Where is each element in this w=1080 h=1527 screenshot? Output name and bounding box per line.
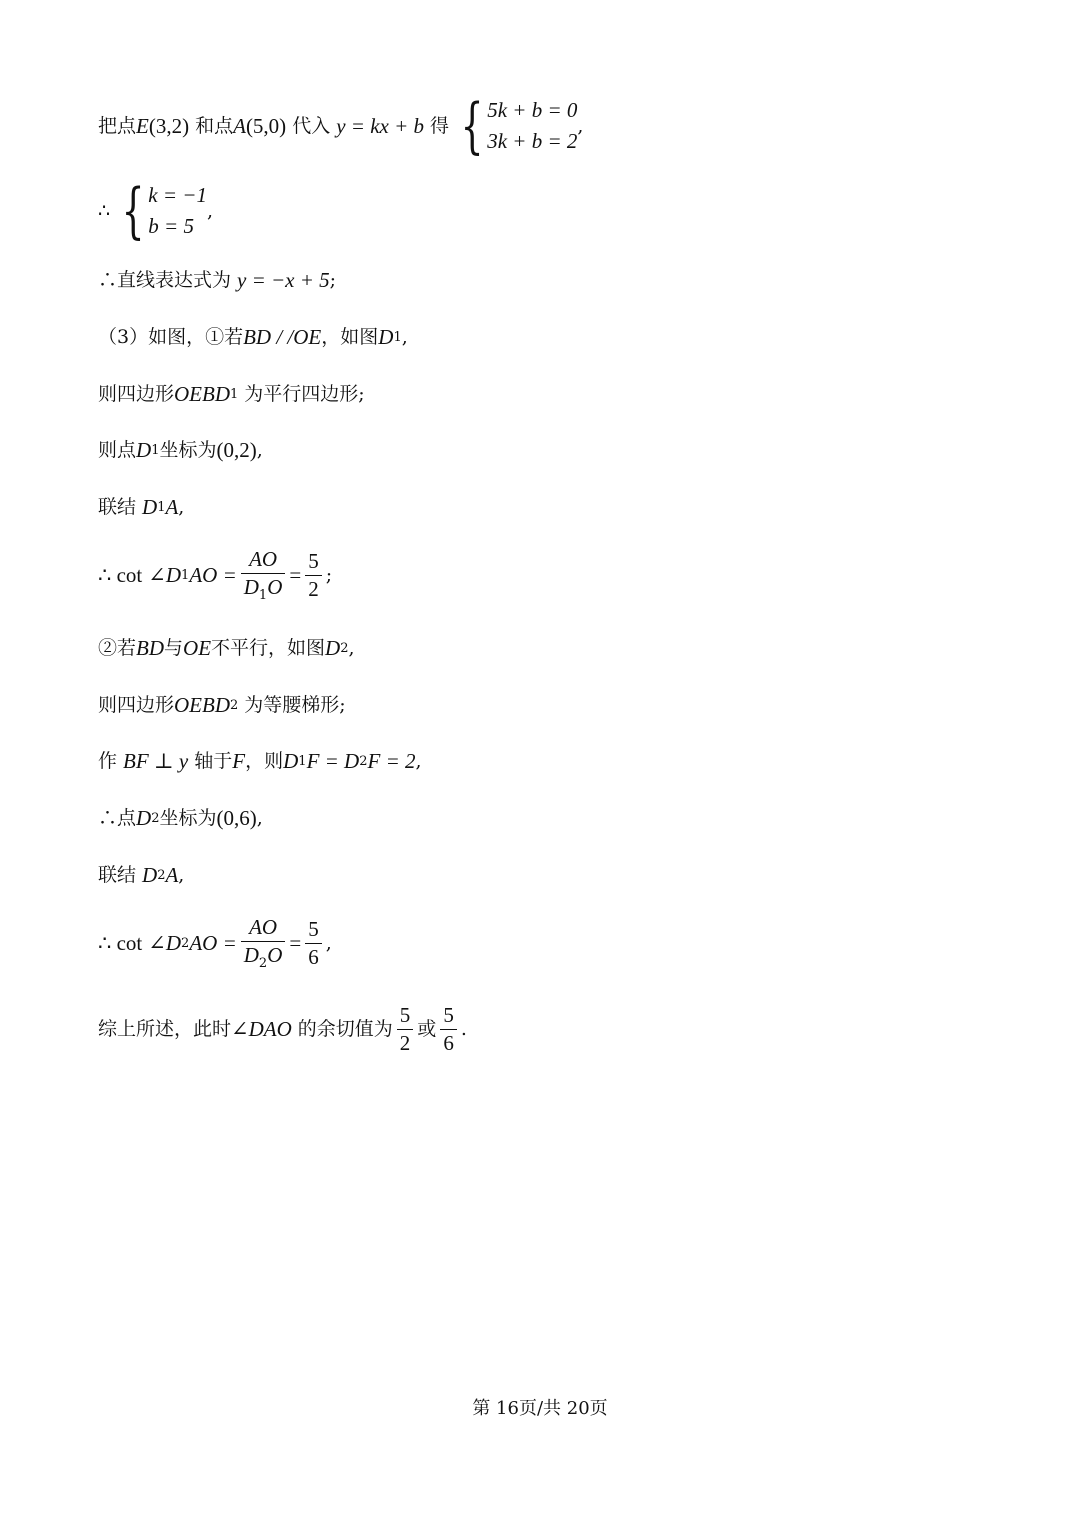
subscript: 1 <box>157 500 166 515</box>
numerator: AO <box>249 915 278 939</box>
text: 坐标为 <box>159 807 217 829</box>
text: 得 <box>430 114 450 137</box>
text: , <box>415 750 422 772</box>
text: , <box>178 496 185 518</box>
line-cot-2 <box>98 917 332 970</box>
line-expression <box>98 270 336 291</box>
text: 坐标为 <box>159 439 217 461</box>
text: . <box>460 1018 467 1040</box>
text: ∴点 <box>98 807 137 829</box>
point-d: D <box>378 325 394 349</box>
subscript: 1 <box>230 387 239 402</box>
point-e: E <box>136 113 149 138</box>
solution-k: k = −1 <box>148 183 207 207</box>
text: 则四边形 <box>98 694 175 716</box>
line-d2-coord <box>98 808 263 829</box>
subscript: 2 <box>230 698 239 713</box>
segment-bd: BD <box>136 636 165 660</box>
text: , <box>256 807 263 829</box>
angle: ∠D <box>148 562 182 587</box>
line-case-1 <box>98 327 408 348</box>
system-eq-2: 3k + b = 2 <box>487 129 578 153</box>
angle: ∠D <box>148 930 182 955</box>
equation-part: F = 2 <box>367 749 416 773</box>
numerator: 5 <box>399 1003 411 1027</box>
point-a: A <box>165 495 179 519</box>
point-a: A <box>233 113 246 138</box>
subscript: 2 <box>359 754 368 769</box>
fraction-value <box>397 1005 414 1054</box>
point-d: D <box>136 438 152 462</box>
text: ，如图 <box>321 326 379 348</box>
text: 或 <box>417 1018 437 1040</box>
text: , <box>348 637 355 659</box>
text: 为等腰梯形; <box>244 694 346 716</box>
denominator: 2 <box>305 575 322 600</box>
text: 为平行四边形; <box>244 383 365 405</box>
denominator-d: D <box>243 575 259 599</box>
line-trapezoid <box>98 695 346 716</box>
text: 代入 <box>292 114 331 137</box>
text: 则点 <box>98 439 137 461</box>
line-substitute <box>98 91 584 161</box>
equation-part: F = D <box>306 749 360 773</box>
point-f: F <box>232 749 246 773</box>
subscript: 2 <box>151 811 160 826</box>
fraction-value <box>305 548 322 601</box>
subscript: 1 <box>151 443 160 458</box>
line-d1-coord <box>98 440 263 461</box>
text: ; <box>329 269 337 291</box>
text: 综上所述，此时 <box>98 1018 232 1040</box>
equation-system: { 5k + b = 0 3k + b = 2 <box>460 91 578 161</box>
quadrilateral: OEBD <box>174 382 231 406</box>
page-footer: 第 16页/共 20页 <box>472 1398 608 1419</box>
text: 轴于 <box>194 750 233 772</box>
point-a: A <box>165 863 179 887</box>
numerator: 5 <box>443 1003 454 1027</box>
subscript: 2 <box>157 868 166 883</box>
line-perpendicular <box>98 751 422 772</box>
denominator-o: O <box>267 575 283 599</box>
text: ∴直线表达式为 <box>98 269 232 291</box>
line-parallelogram <box>98 384 365 405</box>
text: 和点 <box>195 114 234 137</box>
segment-oe: OE <box>183 636 212 660</box>
text: 把点 <box>98 114 137 137</box>
equation: y = −x + 5 <box>237 268 330 292</box>
text: ，则 <box>245 750 284 772</box>
point-d: D <box>325 636 341 660</box>
fraction <box>241 549 286 602</box>
line-cot-1 <box>98 549 332 602</box>
subscript: 1 <box>298 754 307 769</box>
fraction <box>241 917 286 970</box>
cot-label: ∴ cot <box>98 562 143 587</box>
coordinate: (0,6) <box>216 806 257 830</box>
text: , <box>577 114 584 137</box>
point-e-coord: (3,2) <box>148 113 190 138</box>
denominator: 2 <box>397 1029 414 1054</box>
equals: = <box>289 930 302 955</box>
parallel-condition: BD / /OE <box>243 325 322 349</box>
text: , <box>325 931 332 954</box>
text: , <box>206 199 213 222</box>
line-connect-d1a <box>98 497 184 518</box>
subscript: 2 <box>258 955 268 971</box>
angle-rest: AO = <box>189 930 237 955</box>
denominator-d: D <box>243 943 259 967</box>
text: , <box>178 864 185 886</box>
therefore-symbol: ∴ <box>98 199 111 222</box>
subscript: 2 <box>340 641 349 656</box>
point-d: D <box>283 749 299 773</box>
point-d: D <box>142 495 158 519</box>
text: 与 <box>164 637 184 659</box>
text: ; <box>325 563 333 586</box>
denominator: 6 <box>305 943 322 968</box>
point-a-coord: (5,0) <box>245 113 287 138</box>
solution-system: { k = −1 b = 5 <box>121 176 207 246</box>
subscript: 1 <box>258 587 268 603</box>
text: 则四边形 <box>98 383 175 405</box>
numerator: AO <box>249 547 278 571</box>
perpendicular: BF ⊥ y <box>123 749 189 773</box>
fraction-value <box>305 916 322 969</box>
text: 的余切值为 <box>297 1018 393 1040</box>
text: 联结 <box>98 496 137 518</box>
point-d: D <box>142 863 158 887</box>
quadrilateral: OEBD <box>174 693 231 717</box>
equation: y = kx + b <box>336 113 425 138</box>
subscript: 1 <box>181 567 190 583</box>
solution-b: b = 5 <box>148 214 194 238</box>
line-case-2 <box>98 638 355 659</box>
numerator: 5 <box>308 916 319 941</box>
line-conclusion <box>98 1005 467 1054</box>
text: 不平行，如图 <box>211 637 326 659</box>
line-solution <box>98 176 213 246</box>
numerator: 5 <box>308 548 319 573</box>
denominator: 6 <box>440 1029 457 1054</box>
equals: = <box>289 562 302 587</box>
system-eq-1: 5k + b = 0 <box>487 98 578 122</box>
text: , <box>401 326 408 348</box>
cot-label: ∴ cot <box>98 930 143 955</box>
angle-rest: AO = <box>189 562 237 587</box>
point-d: D <box>136 806 152 830</box>
text: ②若 <box>98 637 137 659</box>
subscript: 2 <box>181 935 190 951</box>
text: 联结 <box>98 864 137 886</box>
subscript: 1 <box>393 330 402 345</box>
coordinate: (0,2) <box>216 438 257 462</box>
fraction-value <box>440 1005 457 1054</box>
angle: ∠DAO <box>231 1017 292 1041</box>
line-connect-d2a <box>98 865 184 886</box>
text: , <box>256 439 263 461</box>
text: （3）如图，①若 <box>98 326 244 348</box>
text: 作 <box>98 750 118 772</box>
denominator-o: O <box>267 943 283 967</box>
